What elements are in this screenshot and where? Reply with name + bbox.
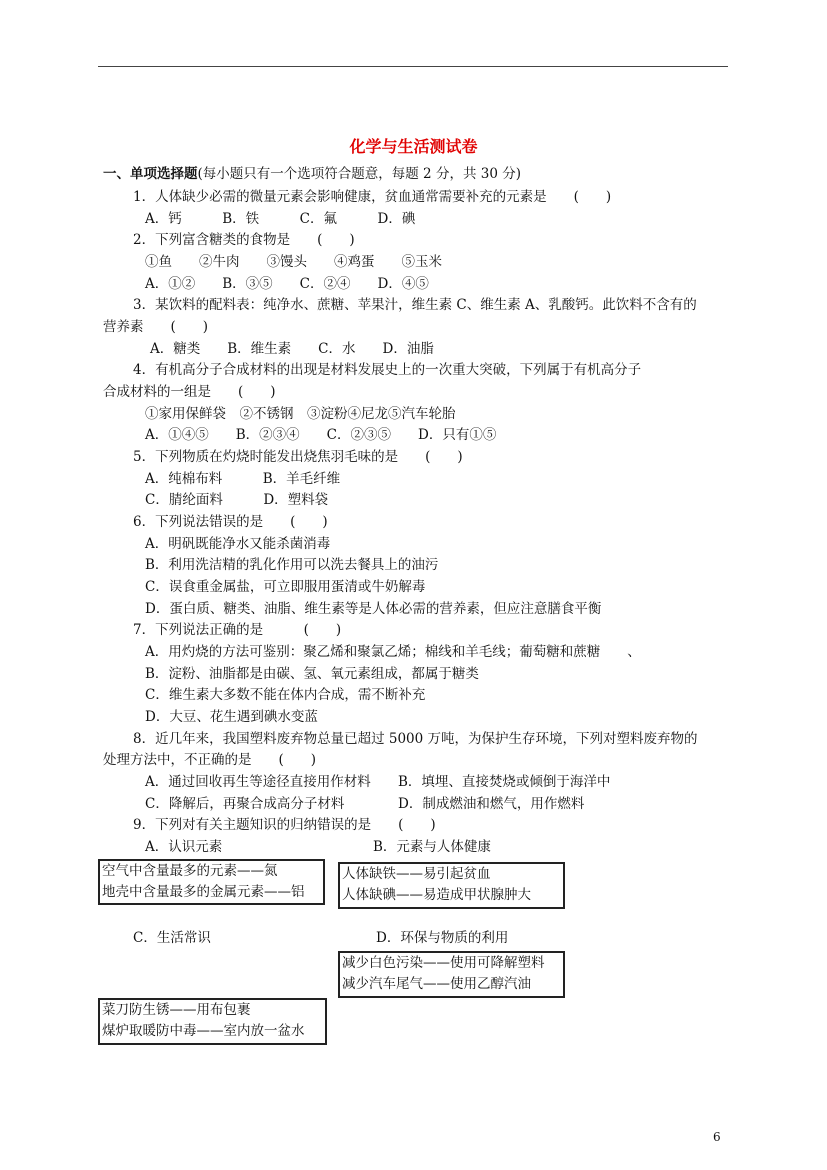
section-heading: 一、单项选择题 [103,166,198,182]
q3-options: A．糖类 B．维生素 C．水 D．油脂 [150,341,434,357]
question-3-cont: 营养素 ( ) [103,319,209,335]
header-rule [98,66,728,67]
section-heading-line [103,165,521,183]
box-a-line-1: 空气中含量最多的元素——氮 [102,863,278,879]
box-c-line-2: 煤炉取暖防中毒——室内放一盆水 [102,1023,305,1039]
box-a-line-2: 地壳中含量最多的金属元素——铝 [102,884,305,900]
q9-label-d: D．环保与物质的利用 [376,930,509,946]
q9-box-d [338,951,565,998]
q7-option-a: A．用灼烧的方法可鉴别：聚乙烯和聚氯乙烯；棉线和羊毛线；葡萄糖和蔗糖 、 [145,644,641,660]
box-d-line-2: 减少汽车尾气——使用乙醇汽油 [342,976,531,992]
q7-option-c: C．维生素大多数不能在体内合成，需不断补充 [145,687,426,703]
question-8: 8．近几年来，我国塑料废弃物总量已超过 5000 万吨，为保护生存环境，下列对塑料废弃物的 [133,731,698,747]
section-note: (每小题只有一个选项符合题意，每题 2 分，共 30 分) [197,166,521,182]
q7-option-d: D．大豆、花生遇到碘水变蓝 [145,709,318,725]
question-9: 9．下列对有关主题知识的归纳错误的是 ( ) [133,817,436,833]
q4-options: A．①④⑤ B．②③④ C．②③⑤ D．只有①⑤ [145,427,497,443]
question-4: 4．有机高分子合成材料的出现是材料发展史上的一次重大突破，下列属于有机高分子 [133,362,642,378]
question-1: 1．人体缺少必需的微量元素会影响健康，贫血通常需要补充的元素是 ( ) [133,189,612,205]
question-5: 5．下列物质在灼烧时能发出烧焦羽毛味的是 ( ) [133,449,463,465]
question-7: 7．下列说法正确的是 ( ) [133,622,342,638]
q7-option-b: B．淀粉、油脂都是由碳、氢、氧元素组成，都属于糖类 [145,666,479,682]
q9-box-c [98,998,327,1045]
q8-option-c: C．降解后，再聚合成高分子材料 [145,796,345,812]
q9-label-c: C．生活常识 [133,930,211,946]
question-6: 6．下列说法错误的是 ( ) [133,514,328,530]
q8-option-a: A．通过回收再生等途径直接用作材料 [145,774,371,790]
q9-label-a: A．认识元素 [145,839,223,855]
q2-options: A．①② B．③⑤ C．②④ D．④⑤ [145,276,429,292]
box-d-line-1: 减少白色污染——使用可降解塑料 [342,955,545,971]
q8-option-b: B．填埋、直接焚烧或倾倒于海洋中 [398,774,611,790]
q8-option-d: D．制成燃油和燃气，用作燃料 [398,796,585,812]
box-b-line-2: 人体缺碘——易造成甲状腺肿大 [342,887,531,903]
q6-option-d: D．蛋白质、糖类、油脂、维生素等是人体必需的营养素，但应注意膳食平衡 [145,601,602,617]
q9-box-a [98,859,325,905]
q6-option-b: B．利用洗洁精的乳化作用可以洗去餐具上的油污 [145,557,439,573]
question-3: 3．某饮料的配料表：纯净水、蔗糖、苹果汁，维生素 C、维生素 A、乳酸钙。此饮料不含有的 [133,297,697,313]
page-title: 化学与生活测试卷 [349,137,478,156]
page-number: 6 [713,1130,721,1144]
q5-options-ab: A．纯棉布料 B．羊毛纤维 [145,471,341,487]
q6-option-a: A．明矾既能净水又能杀菌消毒 [145,536,331,552]
q2-items: ①鱼 ②牛肉 ③馒头 ④鸡蛋 ⑤玉米 [145,254,442,270]
box-b-line-1: 人体缺铁——易引起贫血 [342,866,491,882]
question-4-cont: 合成材料的一组是 ( ) [103,384,276,400]
q9-box-b [338,862,565,909]
q9-label-b: B．元素与人体健康 [373,839,491,855]
q4-items: ①家用保鲜袋 ②不锈钢 ③淀粉④尼龙⑤汽车轮胎 [145,406,456,422]
question-8-cont: 处理方法中，不正确的是 ( ) [103,752,317,768]
box-c-line-1: 菜刀防生锈——用布包裹 [102,1002,251,1018]
q1-options: A．钙 B．铁 C．氟 D．碘 [145,211,416,227]
q5-options-cd: C．腈纶面料 D．塑料袋 [145,492,329,508]
q6-option-c: C．误食重金属盐，可立即服用蛋清或牛奶解毒 [145,579,426,595]
question-2: 2．下列富含糖类的食物是 ( ) [133,232,355,248]
